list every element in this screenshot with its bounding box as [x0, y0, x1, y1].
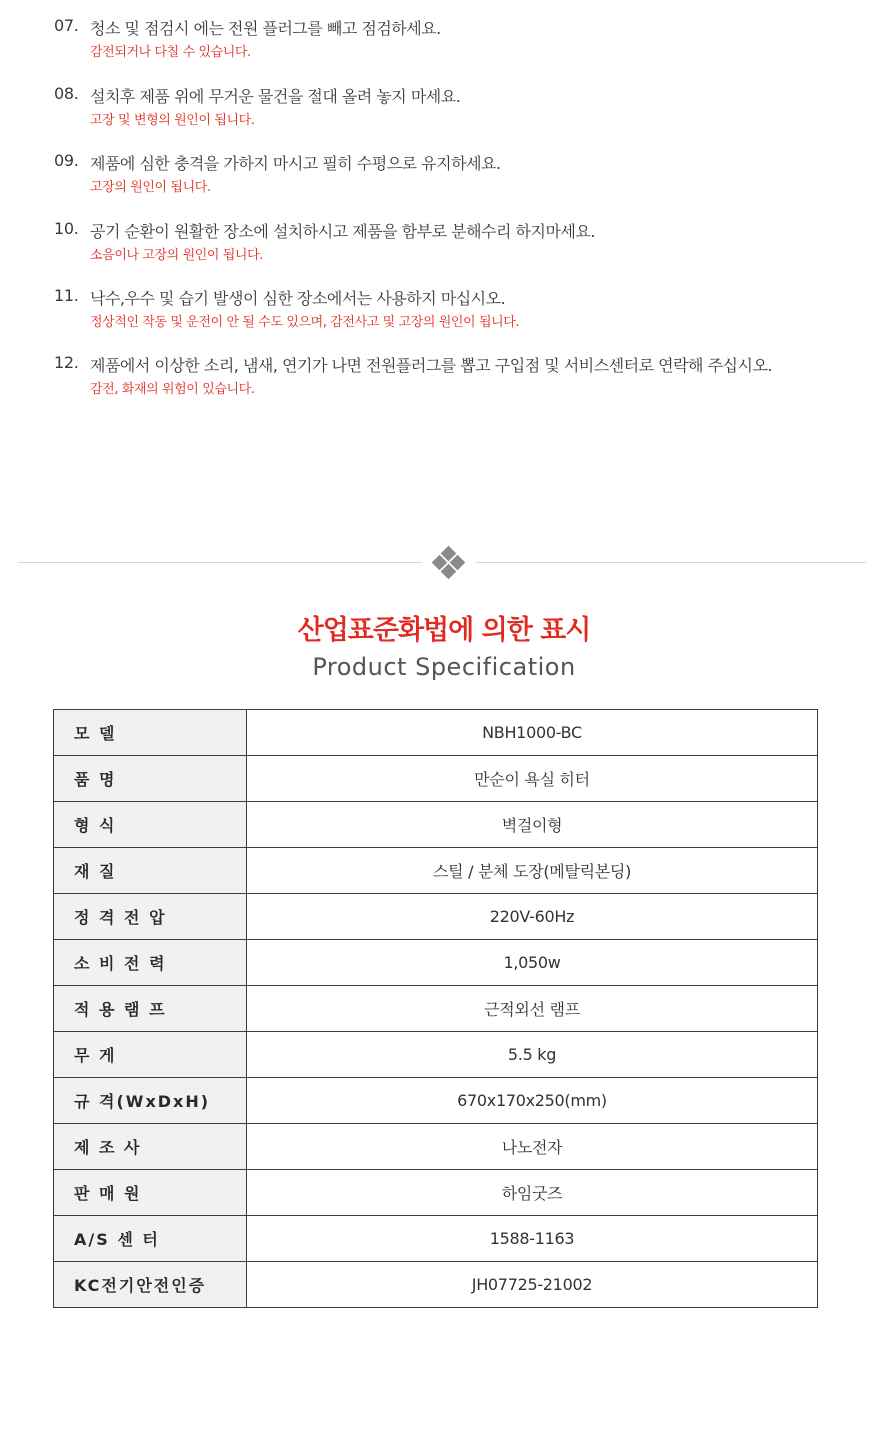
section-divider-right — [476, 562, 866, 563]
spec-value: 5.5 kg — [247, 1032, 818, 1078]
table-row — [54, 802, 818, 848]
table-row — [54, 1078, 818, 1124]
table-row — [54, 1124, 818, 1170]
spec-label: 소 비 전 력 — [54, 940, 247, 986]
spec-label: 규 격(WxDxH) — [54, 1078, 247, 1124]
spec-value: 1588-1163 — [247, 1216, 818, 1262]
spec-value: 벽걸이형 — [247, 802, 818, 848]
spec-value: JH07725-21002 — [247, 1262, 818, 1308]
spec-label: 재 질 — [54, 848, 247, 894]
spec-label: 형 식 — [54, 802, 247, 848]
note-warning: 고장의 원인이 됩니다. — [90, 180, 211, 195]
spec-value: 1,050w — [247, 940, 818, 986]
spec-value: 220V-60Hz — [247, 894, 818, 940]
spec-label: 정 격 전 압 — [54, 894, 247, 940]
table-row — [54, 894, 818, 940]
note-number: 07. — [54, 16, 79, 35]
section-subtitle: Product Specification — [312, 653, 576, 681]
note-number: 12. — [54, 353, 79, 372]
spec-label: 모 델 — [54, 710, 247, 756]
note-warning: 소음이나 고장의 원인이 됩니다. — [90, 248, 263, 263]
note-number: 11. — [54, 286, 79, 305]
table-row — [54, 710, 818, 756]
spec-value: 만순이 욕실 히터 — [247, 756, 818, 802]
table-row — [54, 1262, 818, 1308]
note-warning: 정상적인 작동 및 운전이 안 될 수도 있으며, 감전사고 및 고장의 원인이 됩니다. — [90, 315, 520, 330]
note-number: 08. — [54, 84, 79, 103]
spec-value: 근적외선 램프 — [247, 986, 818, 1032]
note-number: 09. — [54, 151, 79, 170]
note-warning: 감전되거나 다칠 수 있습니다. — [90, 45, 251, 60]
note-text: 낙수,우수 및 습기 발생이 심한 장소에서는 사용하지 마십시오. — [90, 289, 506, 308]
spec-label: 판 매 원 — [54, 1170, 247, 1216]
note-number: 10. — [54, 219, 79, 238]
spec-value: NBH1000-BC — [247, 710, 818, 756]
section-divider-left — [18, 562, 422, 563]
table-row — [54, 848, 818, 894]
spec-table — [53, 709, 818, 1308]
spec-value: 670x170x250(mm) — [247, 1078, 818, 1124]
spec-label: A/S 센 터 — [54, 1216, 247, 1262]
spec-label: 제 조 사 — [54, 1124, 247, 1170]
note-warning: 고장 및 변형의 원인이 됩니다. — [90, 113, 255, 128]
section-title: 산업표준화법에 의한 표시 — [297, 615, 591, 646]
table-row — [54, 1170, 818, 1216]
table-row — [54, 756, 818, 802]
spec-label: KC전기안전인증 — [54, 1262, 247, 1308]
diamond-cluster-icon — [429, 545, 469, 581]
spec-value: 나노전자 — [247, 1124, 818, 1170]
note-text: 설치후 제품 위에 무거운 물건을 절대 올려 놓지 마세요. — [90, 87, 461, 106]
table-row — [54, 1216, 818, 1262]
spec-label: 품 명 — [54, 756, 247, 802]
note-text: 제품에 심한 충격을 가하지 마시고 필히 수평으로 유지하세요. — [90, 154, 501, 173]
spec-label: 무 게 — [54, 1032, 247, 1078]
table-row — [54, 986, 818, 1032]
note-text: 제품에서 이상한 소리, 냄새, 연기가 나면 전원플러그를 뽑고 구입점 및 서비스센터로 연락해 주십시오. — [90, 356, 772, 375]
spec-value: 하임굿즈 — [247, 1170, 818, 1216]
spec-label: 적 용 램 프 — [54, 986, 247, 1032]
note-warning: 감전, 화재의 위험이 있습니다. — [90, 382, 255, 397]
note-text: 청소 및 점검시 에는 전원 플러그를 빼고 점검하세요. — [90, 19, 441, 38]
note-text: 공기 순환이 원활한 장소에 설치하시고 제품을 함부로 분해수리 하지마세요. — [90, 222, 595, 241]
table-row — [54, 940, 818, 986]
table-row — [54, 1032, 818, 1078]
spec-value: 스틸 / 분체 도장(메탈릭본딩) — [247, 848, 818, 894]
